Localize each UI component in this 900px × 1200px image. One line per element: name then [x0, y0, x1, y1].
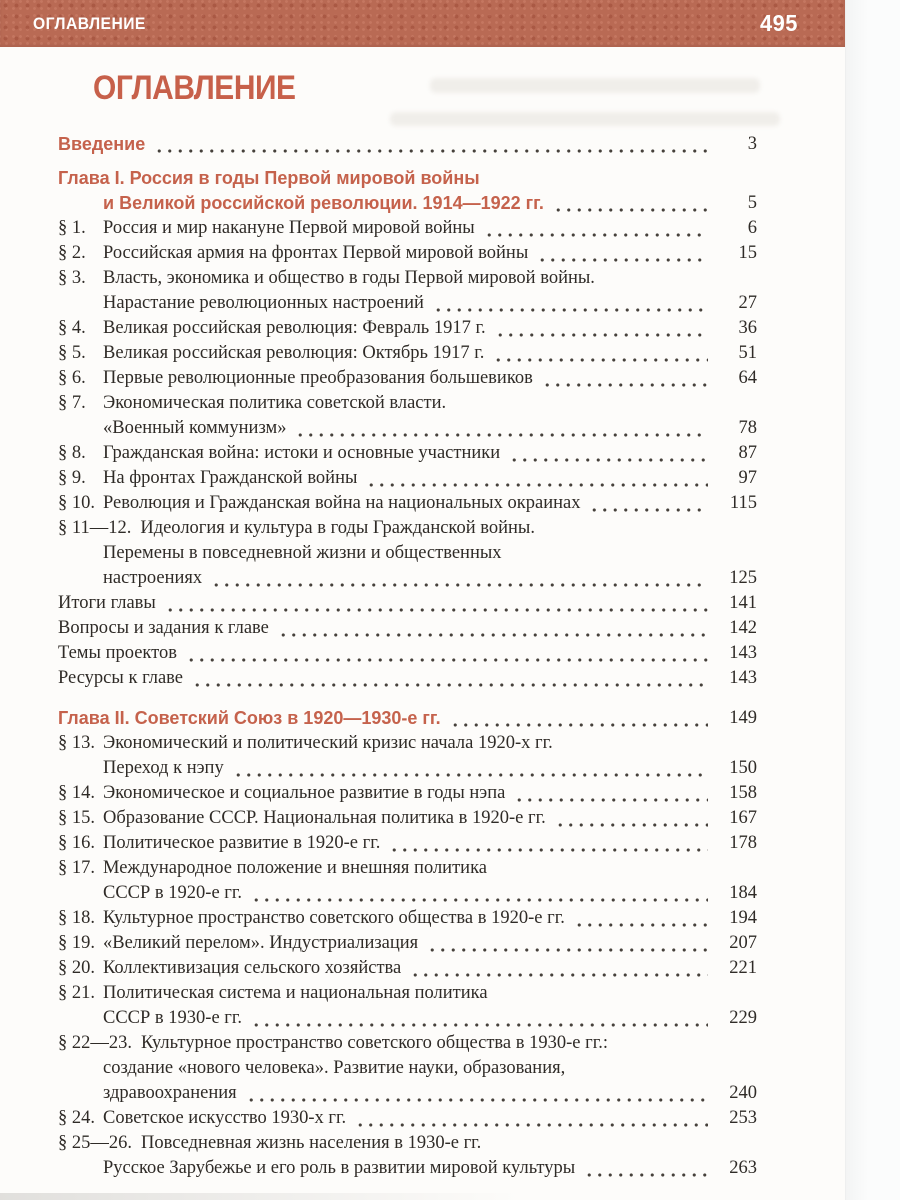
header-bar: [0, 0, 845, 47]
toc-entry-row: [58, 906, 757, 931]
toc-entry-text: Великая российская революция: Февраль 1917 г.: [103, 318, 486, 338]
toc-entry-text: Переход к нэпу: [103, 758, 224, 778]
toc-entry-number: § 10.: [58, 493, 95, 513]
toc-leader-dots: [542, 383, 708, 387]
toc-entry-number: § 22—23.: [58, 1033, 132, 1053]
toc-entry-text: Экономическое и социальное развитие в годы нэпа: [103, 783, 506, 803]
toc-entry-number: § 3.: [58, 268, 86, 288]
toc-entry-text: Революция и Гражданская война на национальных окраинах: [103, 493, 581, 513]
toc-page-number: 149: [729, 708, 757, 728]
toc-leader-dots: [186, 658, 708, 662]
toc-entry-number: § 18.: [58, 908, 95, 928]
toc-entry-text: Перемены в повседневной жизни и общественных: [103, 543, 502, 563]
toc-entry-text: Политическое развитие в 1920-е гг.: [103, 833, 381, 853]
toc-leader-dots: [514, 798, 708, 802]
toc-entry-row: [58, 956, 757, 981]
toc-entry-row: [58, 391, 757, 416]
toc-entry-number: § 5.: [58, 343, 86, 363]
toc-entry-number: § 7.: [58, 393, 86, 413]
toc-leader-dots: [433, 308, 708, 312]
toc-heading-row: [58, 132, 757, 157]
toc-leader-dots: [553, 208, 708, 212]
toc-entry-text: СССР в 1920-е гг.: [103, 883, 243, 903]
toc-entry-row: [58, 616, 757, 641]
toc-entry-number: § 4.: [58, 318, 86, 338]
toc-entry-row: [58, 806, 757, 831]
toc-page-number: 221: [729, 958, 757, 978]
toc-entry-text: Гражданская война: истоки и основные участники: [103, 443, 501, 463]
toc-page-number: 158: [729, 783, 757, 803]
scanned-page-shadow: [0, 1193, 520, 1200]
toc-page-number: 125: [729, 568, 757, 588]
toc-entry-number: § 13.: [58, 733, 95, 753]
toc-page-number: 6: [747, 218, 757, 238]
toc-page-number: 178: [729, 833, 757, 853]
page-content: [58, 70, 757, 1181]
toc-entry-text: Повседневная жизнь населения в 1930-е гг.: [141, 1133, 482, 1153]
toc-entry-text: Идеология и культура в годы Гражданской войны.: [140, 518, 535, 538]
toc-entry-row: [58, 731, 757, 756]
toc-entry-text: Коллективизация сельского хозяйства: [103, 958, 402, 978]
toc-leader-dots: [295, 433, 708, 437]
toc-leader-dots: [555, 823, 708, 827]
toc-leader-dots: [233, 773, 708, 777]
toc-page-number: 51: [738, 343, 757, 363]
toc-entry-row: [58, 291, 757, 316]
toc-entry-row: [58, 781, 757, 806]
toc-leader-dots: [251, 1023, 708, 1027]
toc-entry-text: Темы проектов: [58, 643, 177, 663]
toc-page-number: 150: [729, 758, 757, 778]
toc-entry-text: Ресурсы к главе: [58, 668, 183, 688]
toc-page-number: 143: [729, 668, 757, 688]
toc-page-number: 64: [738, 368, 757, 388]
toc-entry-text: Культурное пространство советского общества в 1930-е гг.:: [141, 1033, 608, 1053]
toc-heading-row: [58, 706, 757, 731]
toc-entry-row: [58, 341, 757, 366]
toc-page-number: 253: [729, 1108, 757, 1128]
toc-page-number: 15: [738, 243, 757, 263]
toc-entry-row: [58, 516, 757, 541]
toc-leader-dots: [427, 948, 708, 952]
toc-entry-number: § 11—12.: [58, 518, 132, 538]
toc-page-number: 240: [729, 1083, 757, 1103]
toc-entry-number: § 15.: [58, 808, 95, 828]
toc-entry-row: [58, 856, 757, 881]
toc-leader-dots: [192, 683, 708, 687]
toc-entry-number: § 19.: [58, 933, 95, 953]
toc-page-number: 263: [729, 1158, 757, 1178]
toc-page-number: 207: [729, 933, 757, 953]
toc-page-number: 229: [729, 1008, 757, 1028]
toc-entry-text: Экономическая политика советской власти.: [103, 393, 447, 413]
toc-page-number: 142: [729, 618, 757, 638]
toc-entry-number: § 24.: [58, 1108, 95, 1128]
toc-entry-row: [58, 981, 757, 1006]
toc-page-number: 141: [729, 593, 757, 613]
scanned-page-edge: [845, 0, 900, 1200]
toc-heading-row: [58, 166, 757, 191]
toc-entry-text: Культурное пространство советского общества в 1920-е гг.: [103, 908, 565, 928]
toc-leader-dots: [493, 358, 708, 362]
toc-leader-dots: [589, 508, 708, 512]
toc-leader-dots: [584, 1173, 708, 1177]
toc-entry-text: СССР в 1930-е гг.: [103, 1008, 243, 1028]
toc-entry-row: [58, 666, 757, 691]
toc-entry-row: [58, 416, 757, 441]
toc-entry-text: и Великой российской революции. 1914—1922 гг.: [103, 193, 544, 213]
toc-entry-text: Первые революционные преобразования большевиков: [103, 368, 533, 388]
toc-entry-row: [58, 366, 757, 391]
toc-entry-text: Вопросы и задания к главе: [58, 618, 269, 638]
toc-leader-dots: [278, 633, 708, 637]
toc-leader-dots: [450, 723, 708, 727]
toc-leader-dots: [355, 1123, 708, 1127]
toc-entry-number: § 21.: [58, 983, 95, 1003]
toc-entry-text: здравоохранения: [103, 1083, 237, 1103]
toc-leader-dots: [211, 583, 708, 587]
toc-entry-number: § 25—26.: [58, 1133, 132, 1153]
toc-entry-text: Великая российская революция: Октябрь 1917 г.: [103, 343, 485, 363]
toc-entry-row: [58, 1131, 757, 1156]
toc-entry-text: Советское искусство 1930-х гг.: [103, 1108, 347, 1128]
toc-entry-text: Политическая система и национальная политика: [103, 983, 488, 1003]
toc-leader-dots: [574, 923, 708, 927]
toc-entry-number: § 9.: [58, 468, 86, 488]
toc-leader-dots: [484, 233, 708, 237]
toc-leader-dots: [251, 898, 708, 902]
toc-entry-row: [58, 881, 757, 906]
toc-page-number: 194: [729, 908, 757, 928]
toc-page-number: 36: [738, 318, 757, 338]
toc-entry-row: [58, 316, 757, 341]
toc-entry-text: Глава I. Россия в годы Первой мировой войны: [58, 168, 480, 188]
toc-entry-row: [58, 266, 757, 291]
page-title: ОГЛАВЛЕНИЕ: [93, 69, 296, 107]
toc-leader-dots: [389, 848, 708, 852]
toc-entry-row: [58, 491, 757, 516]
toc-page-number: 184: [729, 883, 757, 903]
toc-entry-row: [58, 216, 757, 241]
toc-entry-text: Российская армия на фронтах Первой мировой войны: [103, 243, 529, 263]
toc-page-number: 3: [747, 134, 757, 154]
toc-entry-number: § 8.: [58, 443, 86, 463]
toc-entry-row: [58, 641, 757, 666]
toc-entry-row: [58, 1006, 757, 1031]
toc-page-number: 87: [738, 443, 757, 463]
toc-entry-number: § 14.: [58, 783, 95, 803]
toc-leader-dots: [366, 483, 708, 487]
toc-entry-text: Экономический и политический кризис начала 1920-х гг.: [103, 733, 553, 753]
toc-entry-row: [58, 1031, 757, 1056]
toc-entry-text: Русское Зарубежье и его роль в развитии мировой культуры: [103, 1158, 576, 1178]
toc-entry-text: Образование СССР. Национальная политика в 1920-е гг.: [103, 808, 546, 828]
toc-heading-row: [58, 191, 757, 216]
toc-entry-text: Введение: [58, 134, 146, 154]
toc-leader-dots: [495, 333, 708, 337]
toc-leader-dots: [537, 258, 708, 262]
toc-entry-number: § 16.: [58, 833, 95, 853]
toc-leader-dots: [410, 973, 708, 977]
toc-entry-text: Россия и мир накануне Первой мировой войны: [103, 218, 475, 238]
toc-entry-text: На фронтах Гражданской войны: [103, 468, 358, 488]
toc-entry-text: «Великий перелом». Индустриализация: [103, 933, 419, 953]
toc-entry-row: [58, 441, 757, 466]
toc-page-number: 167: [729, 808, 757, 828]
toc-entry-text: Итоги главы: [58, 593, 156, 613]
toc-leader-dots: [165, 608, 708, 612]
toc-page-number: 27: [738, 293, 757, 313]
toc-entry-number: § 6.: [58, 368, 86, 388]
toc-entry-row: [58, 931, 757, 956]
toc-entry-row: [58, 541, 757, 566]
toc-entry-row: [58, 566, 757, 591]
toc-leader-dots: [154, 149, 708, 153]
toc-entry-row: [58, 1156, 757, 1181]
toc-leader-dots: [246, 1098, 708, 1102]
toc-entry-row: [58, 756, 757, 781]
toc-entry-row: [58, 1056, 757, 1081]
toc-entry-row: [58, 1106, 757, 1131]
toc-leader-dots: [509, 458, 708, 462]
header-page-number: 495: [760, 10, 798, 36]
toc-entry-row: [58, 591, 757, 616]
toc-entry-text: Глава II. Советский Союз в 1920—1930-е гг.: [58, 708, 441, 728]
running-head-title: ОГЛАВЛЕНИЕ: [33, 13, 146, 33]
toc-page-number: 143: [729, 643, 757, 663]
toc-entry-text: настроениях: [103, 568, 203, 588]
toc-page-number: 78: [738, 418, 757, 438]
toc-entry-text: Международное положение и внешняя политика: [103, 858, 487, 878]
toc-entry-row: [58, 831, 757, 856]
toc-entry-text: Власть, экономика и общество в годы Первой мировой войны.: [103, 268, 595, 288]
toc-entry-text: Нарастание революционных настроений: [103, 293, 424, 313]
toc-entry-row: [58, 466, 757, 491]
toc-page-number: 5: [747, 193, 757, 213]
toc-entry-number: § 1.: [58, 218, 86, 238]
toc-page-number: 97: [738, 468, 757, 488]
toc-entry-number: § 2.: [58, 243, 86, 263]
toc-entry-row: [58, 1081, 757, 1106]
toc-page-number: 115: [729, 493, 757, 513]
toc-entry-number: § 20.: [58, 958, 95, 978]
toc-entry-text: создание «нового человека». Развитие науки, образования,: [103, 1058, 566, 1078]
toc-entry-number: § 17.: [58, 858, 95, 878]
toc-entry-row: [58, 241, 757, 266]
toc-entry-text: «Военный коммунизм»: [103, 418, 287, 438]
toc-list: [58, 132, 757, 1181]
